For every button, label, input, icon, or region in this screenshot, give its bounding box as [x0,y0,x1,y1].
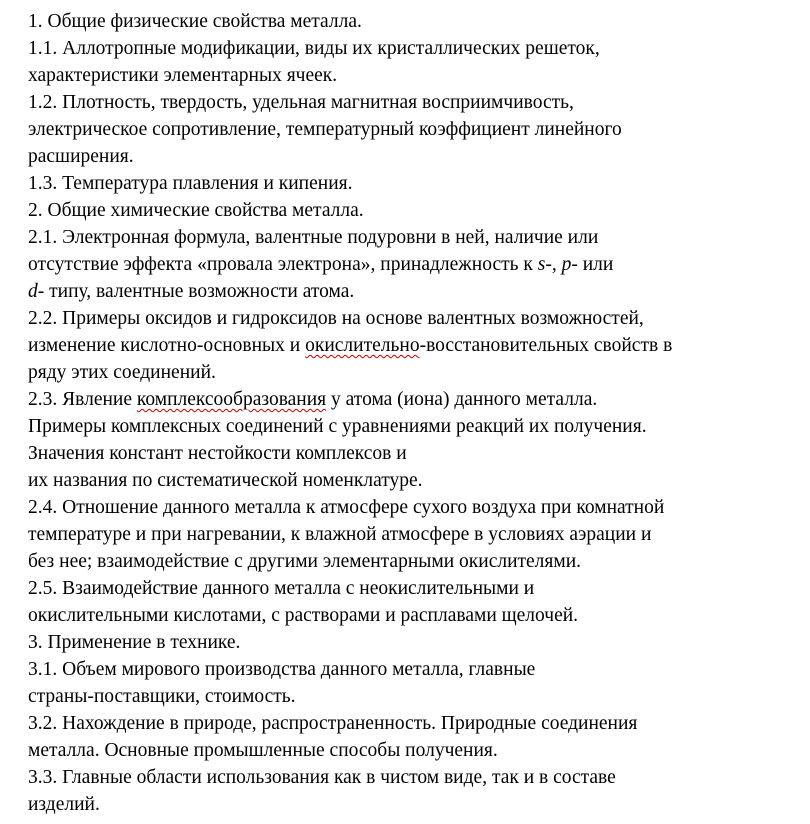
text-span: металла. Основные промышленные способы получения. [28,740,498,761]
text-span: ряду этих соединений. [28,362,216,383]
text-line [28,440,803,467]
text-line [28,116,803,143]
document-body [28,8,803,818]
text-line [28,791,803,818]
text-span: окислительными кислотами, с растворами и расплавами щелочей. [28,605,579,626]
text-span: 1.1. Аллотропные модификации, виды их кристаллических решеток, [28,38,600,59]
text-line [28,602,803,629]
text-line [28,683,803,710]
text-span: расширения. [28,146,134,167]
text-span: Примеры комплексных соединений с уравнениями реакций их получения. [28,416,647,437]
italic-symbol: s [537,254,546,275]
text-span: - типу, валентные возможности атома. [37,281,355,302]
text-line [28,548,803,575]
text-span: 2. Общие химические свойства металла. [28,200,364,221]
text-span: 3.2. Нахождение в природе, распространенность. Природные соединения [28,713,638,734]
text-line [28,656,803,683]
text-line [28,251,803,278]
text-span: без нее; взаимодействие с другими элементарными окислителями. [28,551,582,572]
text-line [28,737,803,764]
text-line [28,8,803,35]
text-span: 3.3. Главные области использования как в чистом виде, так и в составе [28,767,616,788]
text-line [28,575,803,602]
text-span: 1. Общие физические свойства металла. [28,11,362,32]
text-line [28,89,803,116]
text-line [28,413,803,440]
text-span: их названия по систематической номенклатуре. [28,470,423,491]
text-span: 1.3. Температура плавления и кипения. [28,173,353,194]
text-line [28,305,803,332]
text-line [28,521,803,548]
text-span: отсутствие эффекта «провала электрона», принадлежность к [28,254,538,275]
text-line [28,764,803,791]
text-line [28,278,803,305]
text-span: - или [571,254,614,275]
text-line [28,629,803,656]
text-span: температуре и при нагревании, к влажной атмосфере в условиях аэрации и [28,524,652,545]
text-line [28,386,803,413]
text-span: 2.1. Электронная формула, валентные подуровни в ней, наличие или [28,227,599,248]
spellcheck-word: окислительно [305,335,420,356]
text-line [28,224,803,251]
text-span: изменение кислотно-основных и [28,335,306,356]
text-span: изделий. [28,794,100,815]
italic-symbol: d [28,281,38,302]
text-span: 3. Применение в технике. [28,632,241,653]
text-line [28,35,803,62]
text-span: -восстановительных свойств в [419,335,673,356]
text-line [28,170,803,197]
italic-symbol: p [561,254,572,275]
text-span: 2.2. Примеры оксидов и гидроксидов на основе валентных возможностей, [28,308,644,329]
text-span: у атома (иона) данного металла. [326,389,598,410]
text-span: 2.4. Отношение данного металла к атмосфере сухого воздуха при комнатной [28,497,665,518]
text-line [28,332,803,359]
text-line [28,494,803,521]
text-span: 3.1. Объем мирового производства данного металла, главные [28,659,536,680]
text-span: Значения констант нестойкости комплексов и [28,443,407,464]
text-span: страны-поставщики, стоимость. [28,686,296,707]
text-span: 2.5. Взаимодействие данного металла с неокислительными и [28,578,535,599]
text-line [28,62,803,89]
spellcheck-word: комплексообразования [136,389,327,410]
text-line [28,467,803,494]
text-line [28,710,803,737]
text-line [28,359,803,386]
text-span: характеристики элементарных ячеек. [28,65,338,86]
text-line [28,197,803,224]
text-span: -, [545,254,562,275]
text-span: электрическое сопротивление, температурный коэффициент линейного [28,119,622,140]
text-span: 1.2. Плотность, твердость, удельная магнитная восприимчивость, [28,92,574,113]
text-span: 2.3. Явление [28,389,137,410]
text-line [28,143,803,170]
